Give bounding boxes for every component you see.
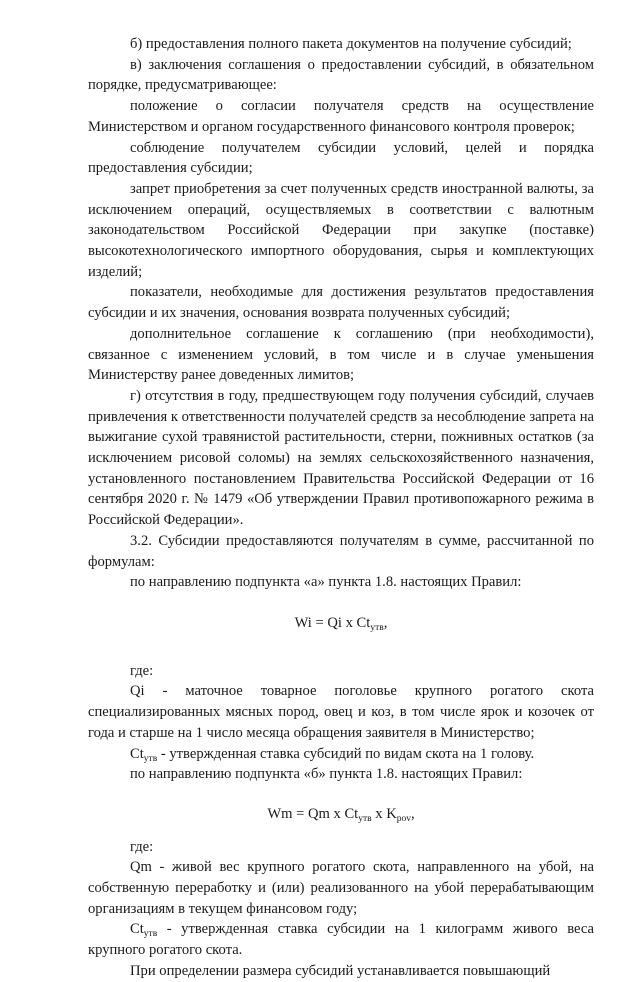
paragraph: б) предоставления полного пакета документов на получение субсидий; (130, 36, 572, 52)
paragraph: соблюдение получателем субсидии условий, целей и порядка предоставления субсидии; (88, 139, 594, 177)
ct-definition-text: утвержденная ставка субсидии на 1 килограмм живого веса крупного рогатого скота. (88, 921, 594, 959)
paragraph: запрет приобретения за счет полученных средств иностранной валюты, за исключением операций, осуществляемых в соответствии с валютным законодательством Российской Федерации при закупке (поставке) высокотехнологического импортного оборудования, сырья и комплектующих изделий; (88, 180, 594, 280)
formula-wm-tail: , (411, 805, 415, 822)
ct-definition-text: утвержденная ставка субсидий по видам скота на 1 голову. (169, 745, 535, 762)
paragraph: по направлению подпункта «б» пункта 1.8. настоящих Правил: (130, 766, 523, 783)
formula-wm-mid: x K (371, 805, 397, 822)
formula-wi-main: Wi = Qi x Ct (294, 614, 371, 631)
ct-subscript: утв (143, 753, 158, 764)
where-label: где: (130, 838, 154, 855)
formula-wm-subscript-1: утв (358, 813, 372, 824)
paragraph: Qm - живой вес крупного рогатого скота, направленного на убой, на собственную переработку и (или) реализованного на убой перерабатывающим организациям в текущем финансовом году; (88, 859, 594, 917)
ct-symbol: Ct (130, 745, 144, 762)
paragraph: по направлению подпункта «а» пункта 1.8. настоящих Правил: (130, 574, 522, 591)
definition-ct (88, 919, 594, 960)
paragraph: в) заключения соглашения о предоставлении субсидий, в обязательном порядке, предусматривающее: (88, 56, 594, 94)
formula-wi-subscript: утв (370, 622, 384, 633)
ct-dash: - (157, 921, 182, 938)
ct-subscript: утв (143, 929, 158, 940)
formula-wm-subscript-2: pov (396, 813, 412, 824)
paragraph: Qi - маточное товарное поголовье крупного рогатого скота специализированных мясных пород, овец и коз, в том числе ярок и козочек от года и старше на 1 число месяца обращения заявителя в Министерство; (88, 683, 594, 741)
ct-dash: - (157, 745, 170, 762)
formula-wm (88, 804, 594, 825)
paragraph: При определении размера субсидий устанавливается повышающий (130, 962, 551, 979)
ct-symbol: Ct (130, 921, 144, 938)
formula-wm-main: Wm = Qm x Ct (267, 805, 359, 822)
paragraph: 3.2. Субсидии предоставляются получателям в сумме, рассчитанной по формулам: (88, 532, 594, 570)
formula-wi-tail: , (383, 614, 388, 631)
paragraph: г) отсутствия в году, предшествующем году получения субсидий, случаев привлечения к ответственности получателей средств за несоблюдение запрета на выжигание сухой травянистой растительности, стерни, пожнивных остатков (за исключением рисовой соломы) на землях сельскохозяйственного назначения, установленного постановлением Правительства Российской Федерации от 16 сентября 2020 г. № 1479 «Об утверждении Правил противопожарного режима в Российской Федерации». (88, 387, 594, 529)
paragraph: показатели, необходимые для достижения результатов предоставления субсидии и их значения, основания возврата полученных субсидий; (88, 284, 594, 322)
paragraph: дополнительное соглашение к соглашению (при необходимости), связанное с изменением условий, в том числе и в случае уменьшения Министерству ранее доведенных лимитов; (88, 325, 594, 384)
document-body (88, 34, 594, 982)
definition-ct (88, 744, 594, 765)
where-label: где: (130, 662, 154, 679)
paragraph: положение о согласии получателя средств на осуществление Министерством и органом государственного финансового контроля проверок; (88, 98, 594, 135)
formula-wi (88, 613, 594, 634)
